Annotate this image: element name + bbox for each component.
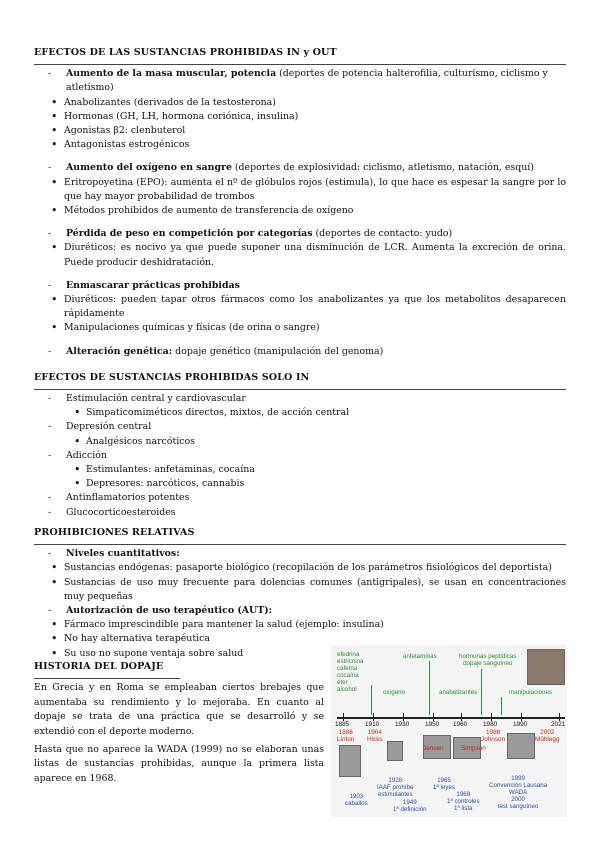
bullet-item: • Depresores: narcóticos, cannabis [34, 477, 566, 491]
bullet-list [34, 435, 566, 449]
era-label: anfetaminas [403, 653, 437, 660]
year-label: 1950 [425, 721, 440, 728]
event-label: 1965 1ª leyes [433, 777, 455, 791]
list-item [34, 279, 566, 293]
event-label: 1968 1ª controles 1ª lista [447, 791, 480, 812]
year-tick [559, 713, 560, 721]
bullet-list [34, 176, 566, 219]
event-label: 1928 IAAF prohíbe estimulantes [377, 777, 414, 798]
bullet-item: • Métodos prohibidos de aumento de transferencia de oxígeno [34, 204, 566, 218]
year-label: 1910 [365, 721, 380, 728]
year-label: 1960 [453, 721, 468, 728]
timeline-axis [337, 717, 565, 719]
list-item [34, 161, 566, 175]
era-line [501, 697, 502, 715]
spacer [34, 270, 566, 277]
list-item [34, 506, 566, 520]
item-note: dopaje genético (manipulación del genoma) [172, 345, 384, 357]
athlete-photo [527, 649, 565, 685]
year-label: 1980 [483, 721, 498, 728]
item-heading: Niveles cuantitativos: [66, 548, 180, 560]
era-label: manipulaciones [509, 689, 552, 696]
bullet-item: • Anabolizantes (derivados de la testosterona) [34, 96, 566, 110]
list-item [34, 227, 566, 241]
bullet-item: • Diuréticos: es nocivo ya que puede suponer una disminución de LCR. Aumenta la excreción de orina. Puede producir deshidratación. [34, 241, 566, 269]
item-note: (deportes de contacto: yudo) [312, 228, 453, 240]
year-tick [433, 713, 434, 721]
section-in-out-list [34, 67, 566, 359]
spacer [34, 152, 566, 159]
year-tick [461, 713, 462, 721]
era-line [481, 669, 482, 715]
era-label: oxígeno [383, 689, 406, 696]
item-heading: Adicción [66, 449, 107, 461]
divider [34, 389, 566, 390]
bullet-list [34, 96, 566, 153]
section-solo-in-list [34, 392, 566, 520]
section-title-historia: HISTORIA DEL DOPAJE [34, 661, 164, 672]
item-heading: Antinflamatorios potentes [66, 492, 190, 504]
item-heading: Estimulación central y cardiovascular [66, 393, 246, 405]
athlete-label: 2002 Mühlegg [535, 729, 560, 743]
bullet-item: • Eritropoyetina (EPO): aumenta el nº de glóbulos rojos (estimula), lo que hace es espesar la sangre por lo que hay mayor probabilidad de trombos [34, 176, 566, 204]
bullet-item: • Estimulantes: anfetaminas, cocaína [34, 463, 566, 477]
item-heading: Aumento de la masa muscular, potencia [66, 68, 277, 80]
year-tick [491, 713, 492, 721]
history-paragraph-1: En Grecia y en Roma se empleaban ciertos brebajes que aumentaba su rendimiento y lo mejoraba. En cuanto al dopaje se trata de una práctica que se desarrolló y se extendió con el deporte moderno. [34, 682, 324, 737]
spacer [34, 336, 566, 343]
year-tick [521, 713, 522, 721]
bullet-item: • Agonistas β2: clenbuterol [34, 124, 566, 138]
event-label: 1903 caballos [345, 793, 368, 807]
athlete-label: Jensen [423, 745, 444, 752]
bullet-item: • Antagonistas estrogénicos [34, 138, 566, 152]
year-label: 1990 [513, 721, 528, 728]
bullet-item: • Hormonas (GH, LH, hormona coriónica, insulina) [34, 110, 566, 124]
list-item [34, 67, 566, 95]
item-heading: Enmascarar prácticas prohibidas [66, 279, 240, 291]
event-label: 1999 Convención Lausana WADA 2000 test sanguíneo [489, 775, 548, 810]
section-title-in-out: EFECTOS DE LAS SUSTANCIAS PROHIBIDAS IN y OUT [34, 47, 337, 58]
bullet-list [34, 293, 566, 336]
list-item [34, 392, 566, 406]
item-heading: Alteración genética: [66, 345, 173, 357]
year-tick [403, 713, 404, 721]
athlete-photo [387, 741, 403, 761]
item-heading: Glucocorticoesteroides [66, 506, 176, 518]
list-item [34, 449, 566, 463]
year-tick [343, 713, 344, 721]
bullet-list [34, 241, 566, 269]
section-title-solo-in: EFECTOS DE SUSTANCIAS PROHIBIDAS SOLO IN [34, 371, 310, 383]
history-paragraph-2: Hasta que no aparece la WADA (1999) no se elaboran unas listas de sustancias prohibidas, aunque la primera lista aparece en 1968. [34, 744, 324, 784]
item-note: (deportes de explosividad: ciclismo, atletismo, natación, esquí) [231, 162, 534, 174]
item-heading: Autorización de uso terapéutico (AUT): [66, 604, 273, 616]
era-label: hormonas peptídicas dopaje sanguíneo [459, 653, 517, 667]
bullet-list [34, 463, 566, 491]
bullet-item: • Manipulaciones químicas y físicas (de orina o sangre) [34, 321, 566, 335]
bullet-item: • No hay alternativa terapéutica [34, 632, 566, 646]
athlete-label: 1988 Johnson [481, 729, 506, 743]
bullet-item: • Fármaco imprescindible para mantener la salud (ejemplo: insulina) [34, 618, 566, 632]
athlete-photo [339, 745, 361, 777]
bullet-item: • Diuréticos: pueden tapar otros fármacos como los anabolizantes ya que los metabolitos desaparecen rápidamente [34, 293, 566, 321]
athlete-label: 1904 Hicks [367, 729, 383, 743]
item-heading: Pérdida de peso en competición por categorías [66, 228, 313, 240]
list-item [34, 345, 566, 359]
spacer [34, 218, 566, 225]
era-line [429, 661, 430, 715]
item-heading: Depresión central [66, 421, 152, 433]
section-relativas-list [34, 547, 566, 661]
bullet-item: • Simpaticomiméticos directos, mixtos, de acción central [34, 406, 566, 420]
athlete-label: 1886 Linton [337, 729, 355, 743]
list-item [34, 420, 566, 434]
era-line [371, 685, 372, 715]
doping-timeline-figure [331, 645, 567, 817]
list-item [34, 547, 566, 561]
year-label: 2021 [551, 721, 566, 728]
item-note: (deportes de potencia halterofilia, culturismo, ciclismo y atletismo) [66, 68, 548, 94]
history-section [34, 660, 324, 790]
event-label: 1949 1ª definición [393, 799, 427, 813]
bullet-list [34, 561, 566, 604]
bullet-item: • Sustancias de uso muy frecuente para dolencias comunes (antigripales), se usan en concentraciones muy pequeñas [34, 576, 566, 604]
item-heading: Aumento del oxígeno en sangre [66, 162, 232, 174]
era-label: anabolizantes [439, 689, 478, 696]
year-tick [373, 713, 374, 721]
era-label: efedrina estricnina cafeína cocaína éter alcohol [337, 651, 364, 693]
list-item [34, 491, 566, 505]
bullet-item: • Sustancias endógenas: pasaporte biológico (recopilación de los parámetros fisiológicos del deportista) [34, 561, 566, 575]
divider [34, 678, 180, 679]
year-label: 1885 [335, 721, 350, 728]
bullet-item: • Su uso no supone ventaja sobre salud [34, 647, 566, 661]
divider [34, 64, 566, 65]
divider [34, 544, 566, 545]
athlete-photo [507, 733, 535, 759]
year-label: 1930 [395, 721, 410, 728]
list-item [34, 604, 566, 618]
bullet-item: • Analgésicos narcóticos [34, 435, 566, 449]
bullet-list [34, 406, 566, 420]
athlete-label: Simpson [461, 745, 486, 752]
document-body [34, 46, 566, 661]
section-title-relativas: PROHIBICIONES RELATIVAS [34, 526, 195, 538]
